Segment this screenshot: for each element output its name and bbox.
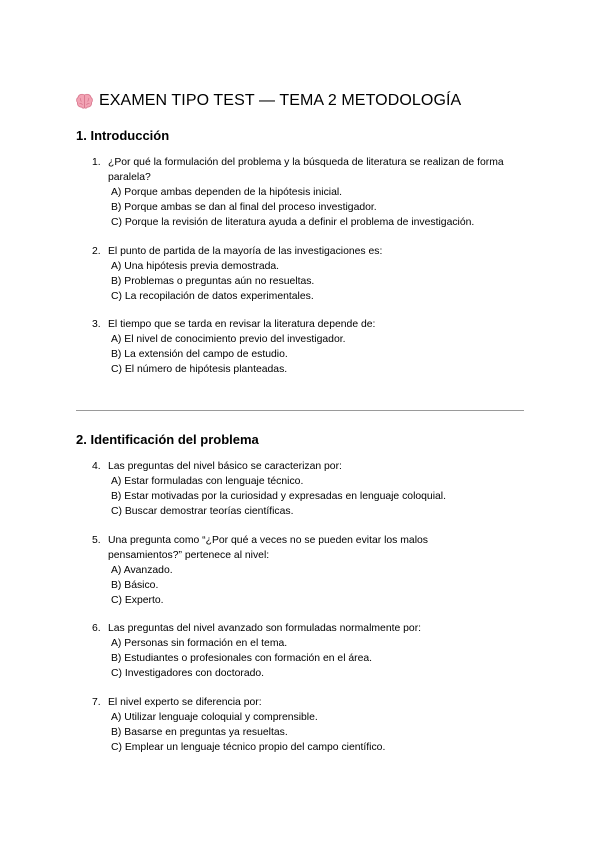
question-text: ¿Por qué la formulación del problema y la búsqueda de literatura se realizan de forma paralela? (108, 157, 504, 183)
page-title (76, 92, 461, 110)
question-6 (92, 621, 508, 681)
section-heading-introduccion: 1. Introducción (76, 128, 170, 143)
option-c: C) Emplear un lenguaje técnico propio del campo científico. (111, 742, 386, 753)
question-5 (92, 533, 448, 608)
question-number: 2. (92, 246, 101, 257)
option-a: A) Porque ambas dependen de la hipótesis inicial. (111, 187, 343, 198)
question-text: Las preguntas del nivel básico se caracterizan por: (108, 461, 342, 472)
question-text: Las preguntas del nivel avanzado son formuladas normalmente por: (108, 623, 422, 634)
question-number: 7. (92, 697, 101, 708)
option-b: B) Básico. (111, 580, 159, 591)
option-a: A) El nivel de conocimiento previo del investigador. (111, 334, 346, 345)
option-c: C) El número de hipótesis planteadas. (111, 364, 288, 375)
question-text: Una pregunta como “¿Por qué a veces no se pueden evitar los malos pensamientos?” pertenece al nivel: (108, 535, 428, 561)
option-c: C) La recopilación de datos experimentales. (111, 291, 314, 302)
question-4 (92, 459, 508, 519)
title-text: EXAMEN TIPO TEST — TEMA 2 METODOLOGÍA (99, 92, 462, 109)
section-heading-identificacion: 2. Identificación del problema (76, 432, 259, 447)
question-3 (92, 317, 508, 377)
option-c: C) Porque la revisión de literatura ayuda a definir el problema de investigación. (111, 217, 475, 228)
option-b: B) Porque ambas se dan al final del proceso investigador. (111, 202, 377, 213)
question-number: 1. (92, 157, 101, 168)
option-c: C) Investigadores con doctorado. (111, 668, 265, 679)
brain-icon (76, 93, 93, 109)
question-number: 4. (92, 461, 101, 472)
option-b: B) Basarse en preguntas ya resueltas. (111, 727, 288, 738)
option-b: B) La extensión del campo de estudio. (111, 349, 288, 360)
option-b: B) Estar motivadas por la curiosidad y expresadas en lenguaje coloquial. (111, 491, 446, 502)
option-b: B) Estudiantes o profesionales con formación en el área. (111, 653, 373, 664)
question-number: 6. (92, 623, 101, 634)
question-text: El tiempo que se tarda en revisar la literatura depende de: (108, 319, 376, 330)
section-divider (76, 410, 524, 411)
question-1 (92, 155, 508, 230)
question-7 (92, 695, 508, 755)
option-a: A) Avanzado. (111, 565, 173, 576)
option-a: A) Una hipótesis previa demostrada. (111, 261, 280, 272)
question-text: El nivel experto se diferencia por: (108, 697, 262, 708)
option-c: C) Buscar demostrar teorías científicas. (111, 506, 294, 517)
option-b: B) Problemas o preguntas aún no resueltas. (111, 276, 315, 287)
question-number: 5. (92, 535, 101, 546)
question-text: El punto de partida de la mayoría de las investigaciones es: (108, 246, 383, 257)
option-a: A) Utilizar lenguaje coloquial y comprensible. (111, 712, 318, 723)
question-2 (92, 244, 508, 304)
option-c: C) Experto. (111, 595, 164, 606)
question-number: 3. (92, 319, 101, 330)
option-a: A) Estar formuladas con lenguaje técnico. (111, 476, 304, 487)
option-a: A) Personas sin formación en el tema. (111, 638, 288, 649)
